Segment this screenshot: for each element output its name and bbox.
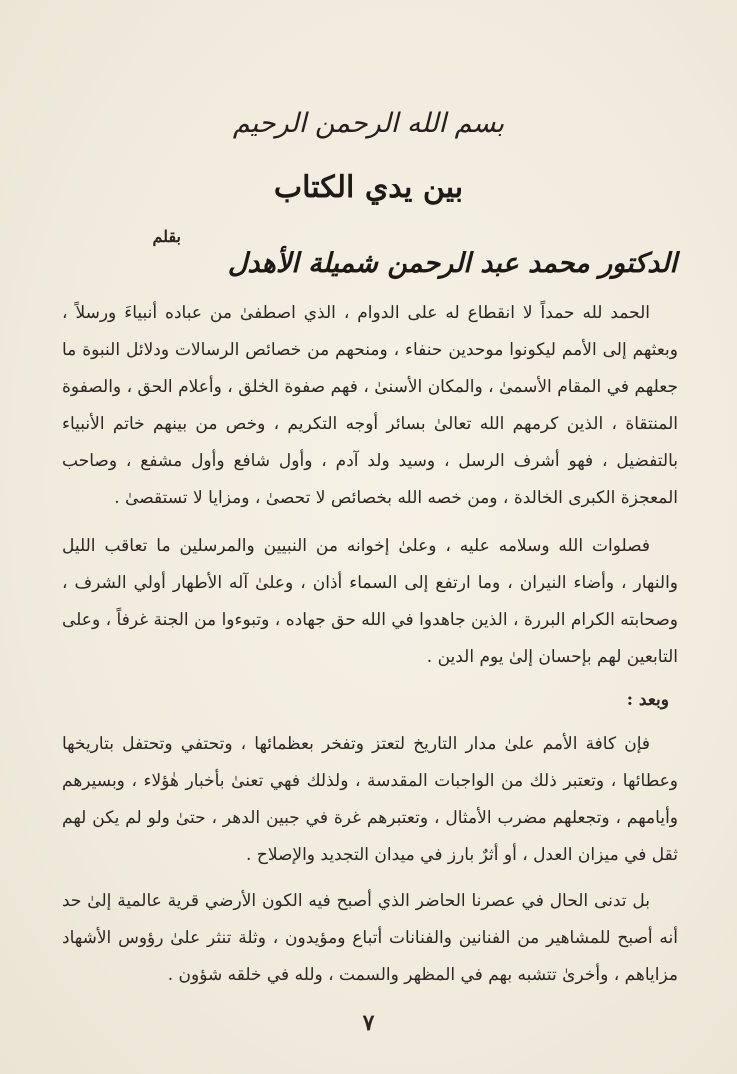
paragraph-4: بل تدنى الحال في عصرنا الحاضر الذي أصبح فيه الكون الأرضي قرية عالمية إلىٰ حد أنه أصبح للمشاهير من الفنانين والفنانات أتباع ومؤيدون ، وثلة تنثر علىٰ رؤوس الأشهاد مزاياهم ، وأخرىٰ تتشبه بهم في المظهر والسمت ، ولله في خلقه شؤون . [62, 891, 678, 985]
author-name: الدكتور محمد عبد الرحمن شميلة الأهدل [227, 248, 677, 279]
byline-label: بقلم [152, 227, 181, 246]
paragraph-1: الحمد لله حمداً لا انقطاع له على الدوام ، الذي اصطفىٰ من عباده أنبياءَ ورسلاً ، وبعثهم إلى الأمم ليكونوا موحدين حنفاء ، ومنحهم من خصائص الرسالات ودلائل النبوة ما جعلهم في المقام الأسمىٰ ، والمكان الأسنىٰ ، فهم صفوة الخلق ، وأعلام الحق ، والصفوة المنتقاة ، الذين كرمهم الله تعالىٰ بسائر أوجه التكريم ، وخص من بينهم خاتم الأنبياء بالتفضيل ، فهو أشرف الرسل ، وسيد ولد آدم ، وأول شافع وأول مشفع ، وصاحب المعجزة الكبرى الخالدة ، ومن خصه الله بخصائص لا تحصىٰ ، ومزايا لا تستقصىٰ . [62, 303, 678, 508]
basmala-calligraphy: بسم الله الرحمن الرحيم [232, 108, 505, 139]
page-number: ٧ [362, 1010, 375, 1036]
page-title: بين يدي الكتاب [273, 170, 464, 205]
section-heading: وبعد : [626, 690, 669, 710]
paragraph-2: فصلوات الله وسلامه عليه ، وعلىٰ إخوانه من النبيين والمرسلين ما تعاقب الليل والنهار ، وأضاء النيران ، وما ارتفع إلى السماء أذان ، وعلىٰ آله الأطهار أولي الشرف ، وصحابته الكرام البررة ، الذين جاهدوا في الله حق جهاده ، وتبوءوا من الجنة غرفاً ، وعلى التابعين لهم بإحسان إلىٰ يوم الدين . [62, 536, 678, 667]
paragraph-3: فإن كافة الأمم علىٰ مدار التاريخ لتعتز وتفخر بعظمائها ، وتحتفي وتحتفل بتاريخها وعطائها ، وتعتبر ذلك من الواجبات المقدسة ، ولذلك فهي تعنىٰ بأخبار هٰؤلاء ، وبسيرهم وأيامهم ، وتجعلهم مضرب الأمثال ، وتعتبرهم غرة في جبين الدهر ، حتىٰ ولو لم يكن لهم ثقل في ميزان العدل ، أو أثرٌ بارز في ميدان التجديد والإصلاح . [62, 734, 678, 865]
